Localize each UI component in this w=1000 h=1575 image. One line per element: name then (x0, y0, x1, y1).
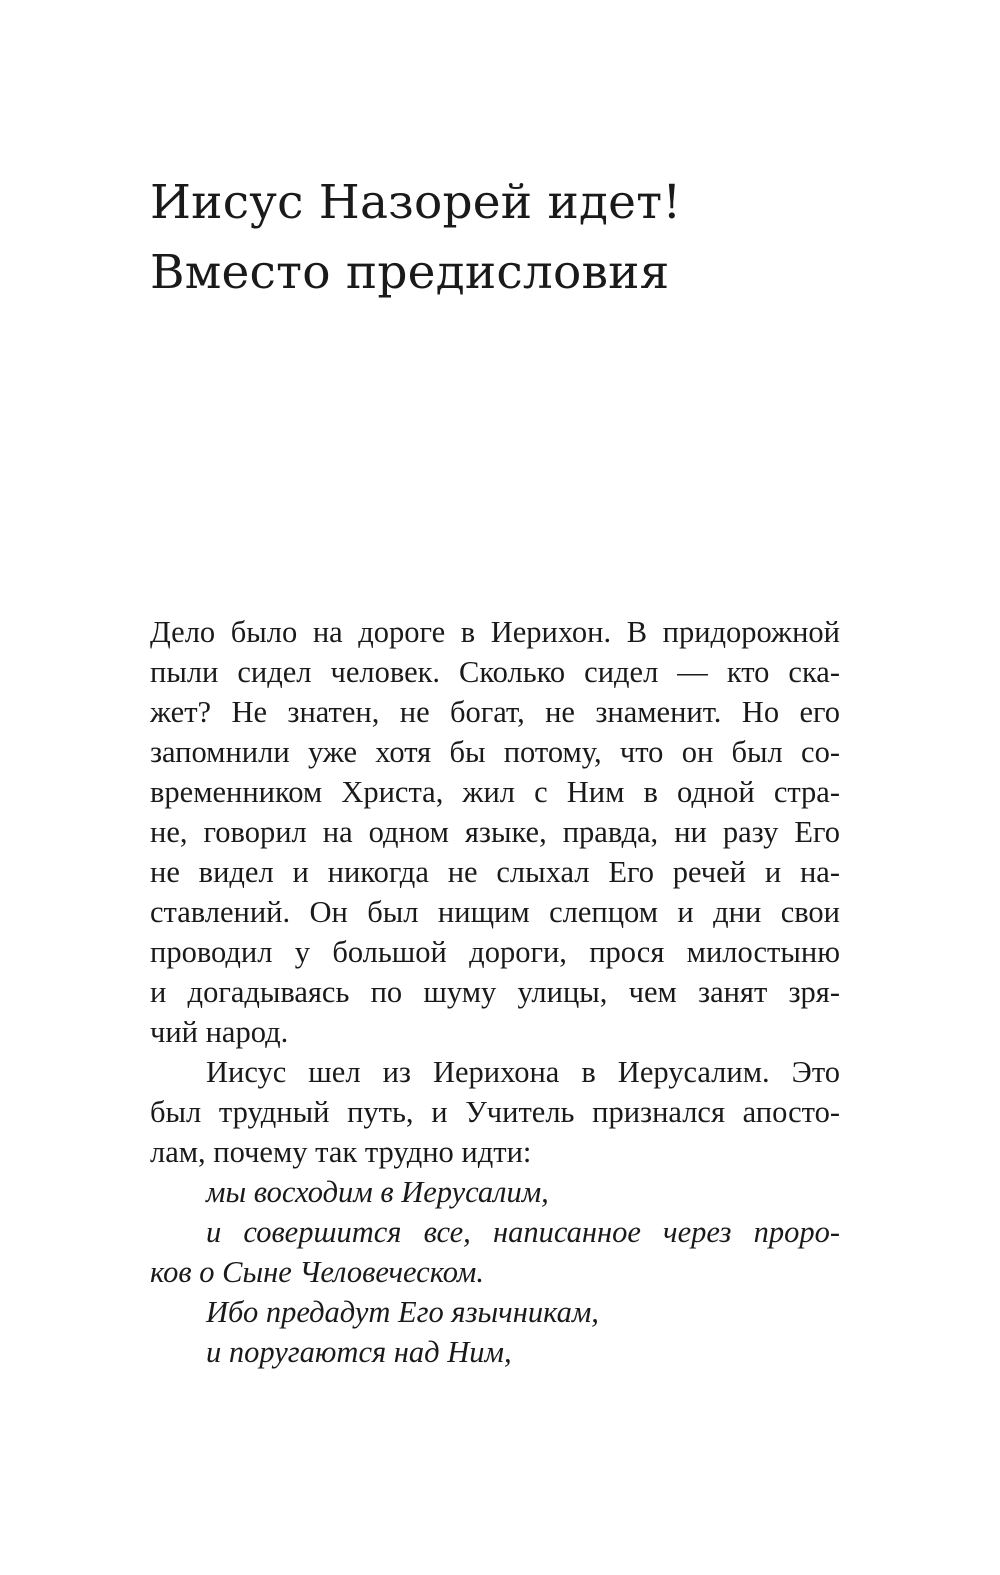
text-line: чий народ. (150, 1015, 289, 1049)
text-line: временником Христа, жил с Ним в одной стра- (150, 775, 840, 809)
text-line: и догадываясь по шуму улицы, чем занят зря- (150, 975, 840, 1009)
text-line: Иисус шел из Иерихона в Иерусалим. Это (206, 1055, 840, 1089)
text-line: был трудный путь, и Учитель признался апосто- (150, 1095, 840, 1129)
text-line: Дело было на дороге в Иерихон. В придорожной (150, 615, 840, 649)
quote-line: и совершится все, написанное через проро- (206, 1215, 840, 1249)
quote-line: Ибо предадут Его язычникам, (206, 1295, 599, 1329)
chapter-title-line-1: Иисус Назорей идет! (150, 175, 682, 230)
quote-line: мы восходим в Иерусалим, (206, 1175, 549, 1209)
quote-line: и поругаются над Ним, (206, 1335, 512, 1369)
text-line: ставлений. Он был нищим слепцом и дни свои (150, 895, 840, 929)
text-line: жет? Не знатен, не богат, не знаменит. Но его (150, 695, 840, 729)
text-line: не, говорил на одном языке, правда, ни разу Его (150, 815, 840, 849)
text-line: не видел и никогда не слыхал Его речей и на- (150, 855, 840, 889)
text-line: лам, почему так трудно идти: (150, 1135, 532, 1169)
chapter-subtitle: Вместо предисловия (150, 245, 670, 300)
text-line: проводил у большой дороги, прося милостыню (150, 935, 840, 969)
chapter-title (150, 168, 870, 308)
text-line: запомнили уже хотя бы потому, что он был со- (150, 735, 840, 769)
quote-line: ков о Сыне Человеческом. (150, 1255, 484, 1289)
text-line: пыли сидел человек. Сколько сидел — кто ска- (150, 655, 840, 689)
body-text (150, 612, 840, 1372)
